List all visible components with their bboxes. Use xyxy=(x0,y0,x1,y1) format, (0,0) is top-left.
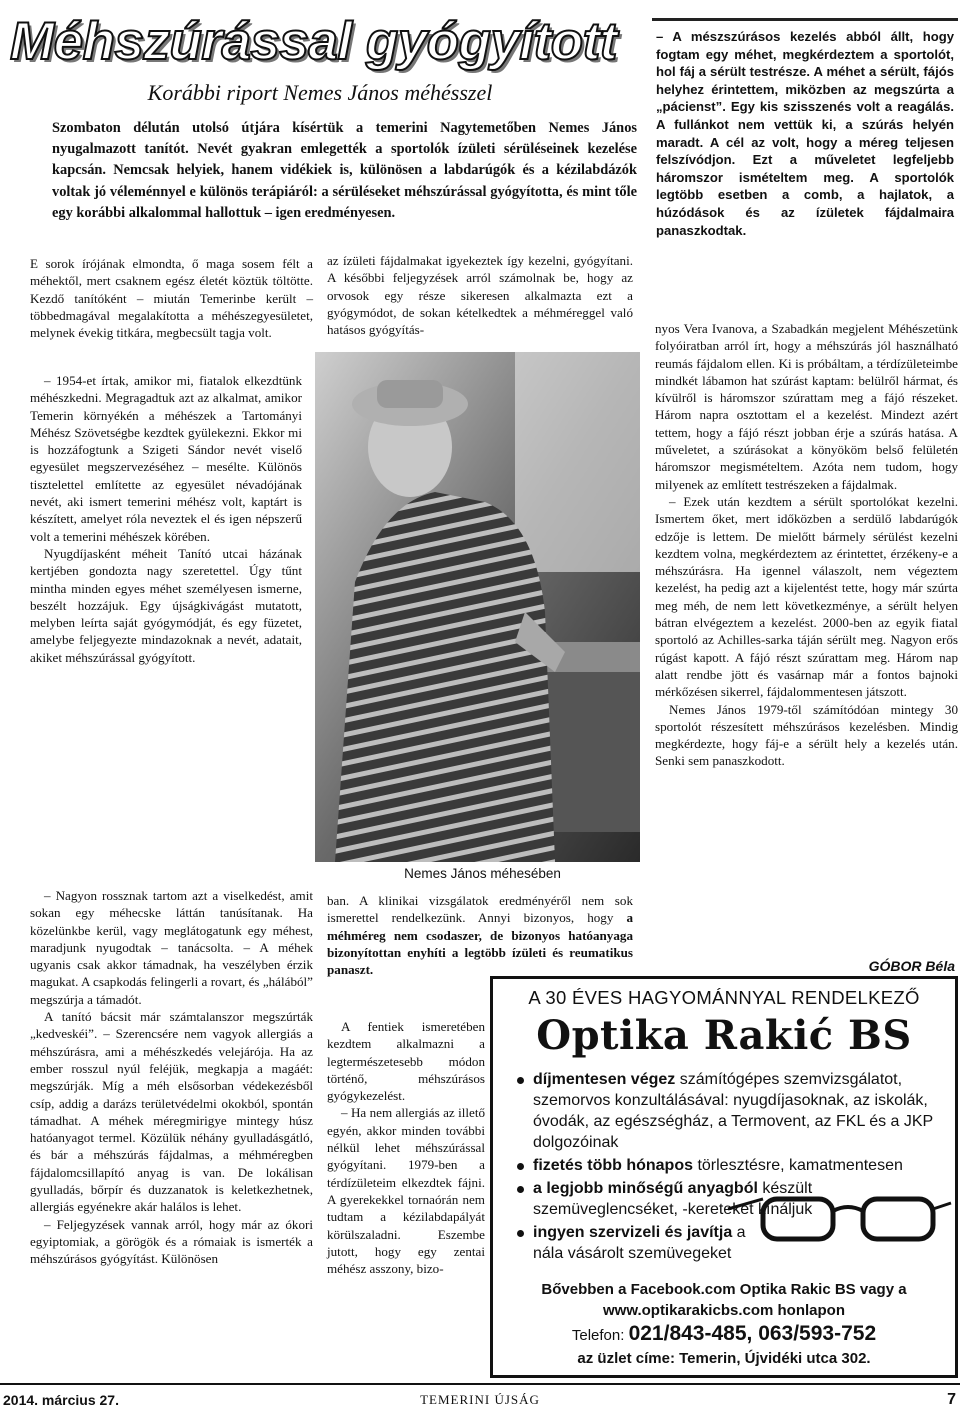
column-2-bottom xyxy=(327,892,633,978)
ad-service-bold: a legjobb minőségű anyagból xyxy=(533,1180,758,1197)
ad-service-text: törlesztésre, kamatmentesen xyxy=(693,1157,903,1174)
subtitle: Korábbi riport Nemes János méhésszel xyxy=(147,80,493,105)
headline: Méhszúrással gyógyított xyxy=(10,12,617,71)
paragraph: – 1954-et írtak, amikor mi, fiatalok elkezdtünk méhészkedni. Megragadtuk azt az alkalmat, amikor Temerin környékén a méhészek a Tartományi Méhész Szövetségbe kezdtek gyülekezni. Ekkor mi is hozzáfogtunk a Szigeti Sándor nevét viselő egyesület megszervezéséhez – mesélte. Különös tisztelettel említette az egyesület névadójának nevét, aki ismert temerini méhész volt, kaptárt is készített, amelyet róla neveztek el és igen népszerű volt a temerini méhészek körében. xyxy=(30,373,302,544)
paragraph: az ízületi fájdalmakat igyekeztek így kezelni, gyógyítani. A későbbi feljegyzések arról számolnak be, hogy az orvosok egy része sikeresen alkalmazta ezt a gyógymódot, de sokan kételkedtek a méhméreggel való hatásos gyógyítás- xyxy=(327,253,633,338)
ad-phone xyxy=(493,1322,955,1346)
sidebox-quote: – A mészszúrásos kezelés abból állt, hogy fogtam egy méhet, megkérdeztem a sportolót, hol fáj a sérült testrésze. A méhet a sérült, fájós helyhez érintettem, miközben az megszúrta a „pácienst”. Egy kis szisszenés volt a reagálás. A fullánkot nem vettük ki, a szúrás helyén maradt. A cél az volt, hogy a méreg teljesen felszívódjon. Ezt a műveletet legfeljebb háromszor ismételtem meg. A sportolók legtöbb esetben a comb, a hajlatok, a húzódások és az ízületek fájdalmaira panaszkodtak. xyxy=(652,26,958,298)
column-3 xyxy=(655,320,958,770)
paragraph: Nemes János 1979-től számítódóan mintegy 30 sportolót részesített méhszúrásos kezelésben. Mindig megkérdezte, hogy fáj-e a sérült hely a kezelés után. Senki sem panaszkodott. xyxy=(655,701,958,769)
ad-facebook-line: Bővebben a Facebook.com Optika Rakic BS vagy a xyxy=(541,1281,907,1298)
column-1-top xyxy=(30,255,313,341)
paragraph: A tanító bácsit már számtalanszor megszúrták „kedveskéi”. – Szerencsére nem vagyok allergiás a méhszúrásra, ami a méhészkedés velejárója. Ha az ember rosszul nyúl feléjük, megkapja a magáét: megszúrják. Míg a méh elsősorban védekezésből csíp, addig a darázs területvédelmi okokból, spontán támadhat. A méhek méregmirigye mintegy húsz hatóanyagot termel. Közülük néhány gyulladásgátló, és bár a méhszúrás fájdalmas, a méhméregben fájdalomcsillapító anyag is van. De lokálisan gyulladás, bőrpír és duzzanatok is keletkezhetnek, allergiás egyénekre akár halálos is lehet. xyxy=(30,1009,313,1215)
sidebox-rule xyxy=(652,18,958,21)
column-2-top xyxy=(327,252,633,338)
footer-page-number: 7 xyxy=(947,1391,956,1408)
lead-paragraph: Szombaton délután utolsó útjára kísértük a temerini Nagytemetőben Nemes János nyugalmazott tanítót. Nevét gyakran emlegették a sportolók ízületi sérüléseinek kezelése kapcsán. Nemcsak helyiek, hanem vidékiek is, különösen a labdarúgók és a kézilabdázók voltak jó véleménnyel e különös terápiáról: a sérüléseket méhszúrással gyógyította, és mint tőle egy korábbi alkalommal hallottuk – igen eredményesen. xyxy=(52,120,637,221)
bullet-icon xyxy=(517,1186,524,1193)
paragraph: – Nagyon rossznak tartom azt a viselkedést, amit sokan egy méhecske láttán tanúsítanak. Ha közelünkbe kerül, vagy meglátogatunk egy méhest, maradjunk nyugodtak – tanácsolta. – A méhek ugyanis csak akkor támadnak, ha veszélyben érzik magukat. A csapkodás felingerli a rovart, és „hálából” megszúrja a támadót. xyxy=(30,888,313,1007)
beekeeper-photo xyxy=(315,352,640,862)
paragraph: – Feljegyzések vannak arról, hogy már az ókori egyiptomiak, a görögök és a rómaiak is ismerték a méhszúrásos gyógyítást. Különösen xyxy=(30,1216,313,1267)
paragraph: – Ezek után kezdtem a sérült sportolókat kezelni. Ismertem őket, mert időközben a serdülő labdarúgók edzője is lettem. De mielőtt bármely sérülést kezelni kezdtem volna, megkérdeztem az érintettet, érzékeny-e a méhszúrásra. Ha igennel válaszolt, nem végeztem kezelést, ha pedig azt a kijelentést tette, hogy már szúrta meg méh, de nem lett következménye, a sérült helyen bátran elvégeztem a kezelést. 2000-ben az egyik fiatal sportoló az Achilles-sarka táján sérült meg. Nagyon erős rúgást kapott. A fájó részt szúrattam meg. Három nap alatt rendbe jött és vasárnap már a fontos bajnoki mérkőzésen sikerrel, fájdalommentesen játszott. xyxy=(655,493,958,700)
column-1-middle xyxy=(30,372,302,666)
ad-service-bold: fizetés több hónapos xyxy=(533,1157,693,1174)
ad-service-text: a nála vásárolt szemüvegeket xyxy=(533,1224,746,1262)
optika-advertisement xyxy=(490,976,958,1378)
ad-website-line: www.optikarakicbs.com honlapon xyxy=(603,1302,845,1319)
bullet-icon xyxy=(517,1230,524,1237)
paragraph: Nyugdíjasként méheit Tanító utcai házának kertjében gondozta nagy szeretettel. Úgy tűnt mintha minden egyes méhet személyesen ismerne, beszélt hozzájuk. Egy újságkivágást mutatott, melyben leírta saját gyógymódját, és egy füzetet, amelybe feljegyezte mindazoknak a nevét, adatait, akiket méhszúrással gyógyított. xyxy=(30,545,302,665)
photo-caption: Nemes János méhesében xyxy=(404,866,561,881)
bullet-icon xyxy=(517,1163,524,1170)
paragraph: nyos Vera Ivanova, a Szabadkán megjelent Méhészetünk folyóiratban arról írt, hogy a méhszúrás jól használható reumás fájdalom ellen. Ki is próbáltam, a térdízületeimbe mindkét lábamon hat szúrást kaptam: belülről hármat, és kívülről is háromszor szúrattam meg a fájó részeket. Három napra osztottam el a kezelést. Mindezt azért tettem, hogy a fájó részt jobban érje a szúrás hatása. A műveletet, a szúrásokat a könyököm belső felületén háromszor megismételtem. Azóta nem tudom, hogy milyenek az említett testrészeken a fájdalmak. xyxy=(655,321,958,492)
footer-rule xyxy=(0,1383,960,1385)
ad-address: az üzlet címe: Temerin, Újvidéki utca 302. xyxy=(577,1350,871,1367)
ad-tagline: A 30 ÉVES HAGYOMÁNNYAL RENDELKEZŐ xyxy=(528,987,920,1008)
paragraph: E sorok írójának elmondta, ő maga sosem félt a méhektől, mert csaknem egész életét köztük töltötte. Kezdő tanítóként – miután Temerinbe került – többedmagával megalakította a méhészegyesületet, melynek évekig titkára, megbecsült tagja volt. xyxy=(30,256,313,341)
paragraph: A fentiek ismeretében kezdtem alkalmazni a legtermészetesebb módon történő, méhszúrásos gyógykezelést. xyxy=(327,1019,485,1104)
column-2-narrow xyxy=(327,1018,485,1277)
ad-service-text: számítógépes szemvizsgálatot, szemorvos konzultálásával: nyugdíjasoknak, az iskolák, óvodák, az egészségház, a Termovent, az FKL és a JKP dolgozóinak xyxy=(533,1071,933,1151)
text-run: ban. A klinikai vizsgálatok eredményéről nem sok ismerettel rendelkezünk. Annyi bizonyos, hogy xyxy=(327,893,633,926)
emphasis: a méhméreg nem csodaszer, de bizonyos hatóanyaga bizonyítottan enyhíti a legtöbb ízületi és reumatikus panaszt. xyxy=(327,910,633,978)
eyeglasses-icon xyxy=(723,1179,953,1259)
paragraph xyxy=(327,892,633,978)
ad-phone-numbers: 021/843-485, 063/593-752 xyxy=(628,1322,877,1345)
photo-illustration xyxy=(315,352,640,862)
column-1-bottom xyxy=(30,887,313,1268)
ad-phone-label: Telefon: xyxy=(571,1327,629,1344)
ad-brand-name: Optika Rakić BS xyxy=(536,1012,912,1059)
ad-service-item xyxy=(513,1069,953,1153)
bullet-icon xyxy=(517,1077,524,1084)
ad-service-text: készült szemüveglencséket, -kereteket kínáljuk xyxy=(533,1180,813,1218)
footer-date: 2014. március 27. xyxy=(3,1392,119,1408)
ad-service-bold: díjmentesen végez xyxy=(533,1071,676,1088)
ad-web-info xyxy=(493,1279,955,1321)
footer-newspaper-name: TEMERINI ÚJSÁG xyxy=(420,1392,540,1407)
author-signature: GÓBOR Béla xyxy=(868,958,955,974)
paragraph: – Ha nem allergiás az illető egyén, akkor minden további nélkül lehet méhszúrással gyógyítani. 1979-ben a térdízületeim elkezdtek fájni. A gyerekekkel tornaórán nem tudtam a kézilabdapályát körülszaladni. Eszembe jutott, hogy egy zentai méhész asszony, bizo- xyxy=(327,1105,485,1277)
ad-service-bold: ingyen szervizeli és javítja xyxy=(533,1224,733,1241)
ad-service-item xyxy=(513,1155,953,1176)
